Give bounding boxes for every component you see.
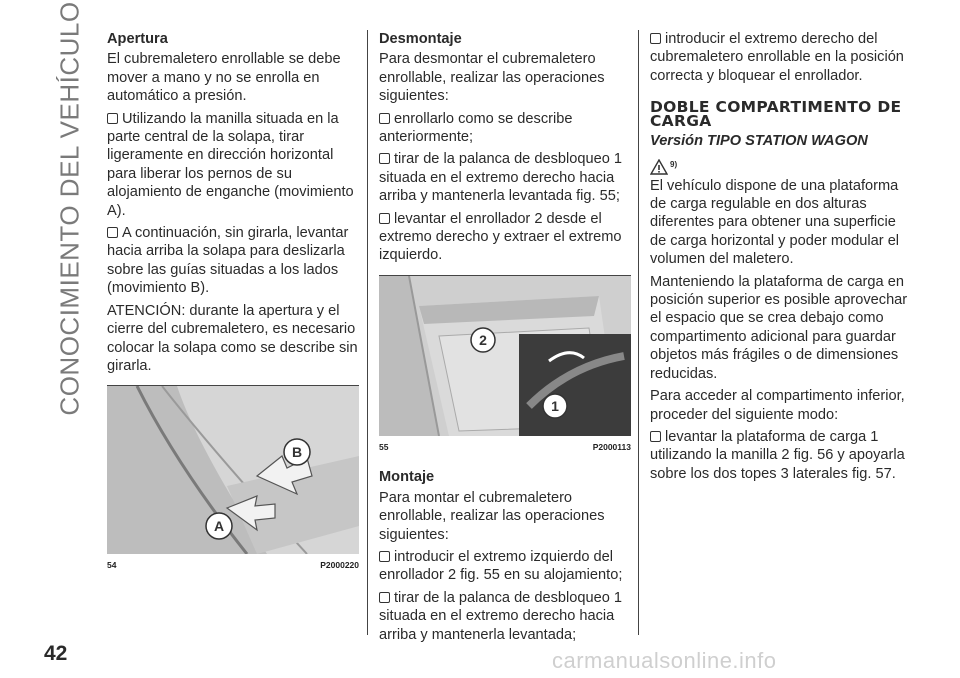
paragraph: Para montar el cubremaletero enrollable, realizar las operaciones siguientes:	[379, 489, 605, 543]
bullet-item	[379, 589, 631, 644]
paragraph: ATENCIÓN: durante la apertura y el cierre del cubremaletero, es necesario colocar la solapa como se describe sin girarla.	[107, 302, 358, 374]
figure-caption	[379, 438, 631, 456]
heading-apertura: Apertura	[107, 31, 168, 47]
trunk-roller-illustration	[379, 276, 631, 436]
checkbox-bullet-icon	[650, 33, 661, 44]
warning-triangle-icon	[650, 159, 668, 175]
bullet-item	[107, 110, 359, 220]
column-2	[379, 30, 631, 648]
bullet-item	[650, 428, 908, 483]
callout-a: A	[213, 518, 225, 535]
callout-b: B	[291, 444, 303, 461]
column-divider	[367, 30, 368, 635]
version-label: Versión TIPO STATION WAGON	[650, 133, 868, 150]
checkbox-bullet-icon	[107, 227, 118, 238]
bullet-text: Utilizando la manilla situada en la parte central de la solapa, tirar ligeramente en dirección horizontal para liberar los pernos de su alojamiento de enganche (movimiento A).	[107, 110, 354, 219]
bullet-text: A continuación, sin girarla, levantar hacia arriba la solapa para deslizarla sobre las guías situadas a los lados (movimiento B).	[107, 225, 349, 297]
watermark-text: carmanualsonline.info	[552, 648, 777, 673]
bullet-item	[379, 150, 631, 205]
cover-flap-illustration	[107, 386, 359, 554]
warning-number: 9)	[670, 160, 678, 170]
bullet-text: tirar de la palanca de desbloqueo 1 situada en el extremo derecho hacia arriba y mantenerla levantada fig. 55;	[379, 151, 622, 205]
heading-montaje: Montaje	[379, 469, 435, 486]
paragraph: Para acceder al compartimento inferior, proceder del siguiente modo:	[650, 388, 905, 423]
page-number: 42	[44, 642, 68, 665]
callout-2: 2	[479, 331, 487, 348]
paragraph: El cubremaletero enrollable se debe mover a mano y no se enrolla en automático a presión.	[107, 51, 341, 105]
section-title: DOBLE COMPARTIMENTO DE CARGA	[650, 98, 902, 130]
checkbox-bullet-icon	[379, 213, 390, 224]
figure-caption	[107, 556, 359, 574]
column-3	[650, 30, 908, 487]
figure-54	[107, 386, 359, 554]
checkbox-bullet-icon	[379, 592, 390, 603]
bullet-text: introducir el extremo izquierdo del enrollador 2 fig. 55 en su alojamiento;	[379, 548, 623, 584]
callout-1: 1	[551, 397, 559, 414]
column-1	[107, 30, 359, 575]
paragraph: Manteniendo la plataforma de carga en posición superior es posible aprovechar el espacio que se crea debajo como compartimento adicional para guardar objetos más frágiles o de dimensiones reducidas.	[650, 273, 908, 382]
figure-55	[379, 276, 631, 436]
bullet-item	[379, 548, 631, 585]
bullet-text: levantar el enrollador 2 desde el extremo derecho y extraer el extremo izquierdo.	[379, 210, 622, 264]
figure-number: 55	[379, 441, 389, 452]
heading-desmontaje: Desmontaje	[379, 31, 462, 47]
checkbox-bullet-icon	[379, 551, 390, 562]
figure-code: P2000113	[592, 441, 631, 452]
bullet-text: tirar de la palanca de desbloqueo 1 situada en el extremo derecho hacia arriba y mantenerla levantada;	[379, 589, 622, 643]
checkbox-bullet-icon	[379, 153, 390, 164]
paragraph: Para desmontar el cubremaletero enrollable, realizar las operaciones siguientes:	[379, 51, 605, 105]
bullet-text: levantar la plataforma de carga 1 utilizando la manilla 2 fig. 56 y apoyarla sobre los dos topes 3 laterales fig. 57.	[650, 428, 905, 482]
bullet-item	[379, 110, 631, 147]
bullet-text: enrollarlo como se describe anteriormente;	[379, 110, 573, 146]
checkbox-bullet-icon	[379, 113, 390, 124]
figure-number: 54	[107, 560, 117, 571]
bullet-item	[379, 210, 631, 265]
bullet-item	[650, 30, 908, 85]
bullet-text: introducir el extremo derecho del cubremaletero enrollable en la posición correcta y bloquear el enrollador.	[650, 31, 904, 84]
bullet-item	[107, 224, 359, 298]
checkbox-bullet-icon	[650, 431, 661, 442]
column-divider	[638, 30, 639, 635]
figure-code: P2000220	[320, 560, 359, 571]
side-section-title: CONOCIMIENTO DEL VEHÍCULO	[54, 0, 85, 416]
checkbox-bullet-icon	[107, 113, 118, 124]
paragraph: El vehículo dispone de una plataforma de carga regulable en dos alturas diferentes para obtener una superficie de carga horizontal y poder modular el volumen del maletero.	[650, 177, 900, 268]
warning-reference	[650, 153, 908, 175]
